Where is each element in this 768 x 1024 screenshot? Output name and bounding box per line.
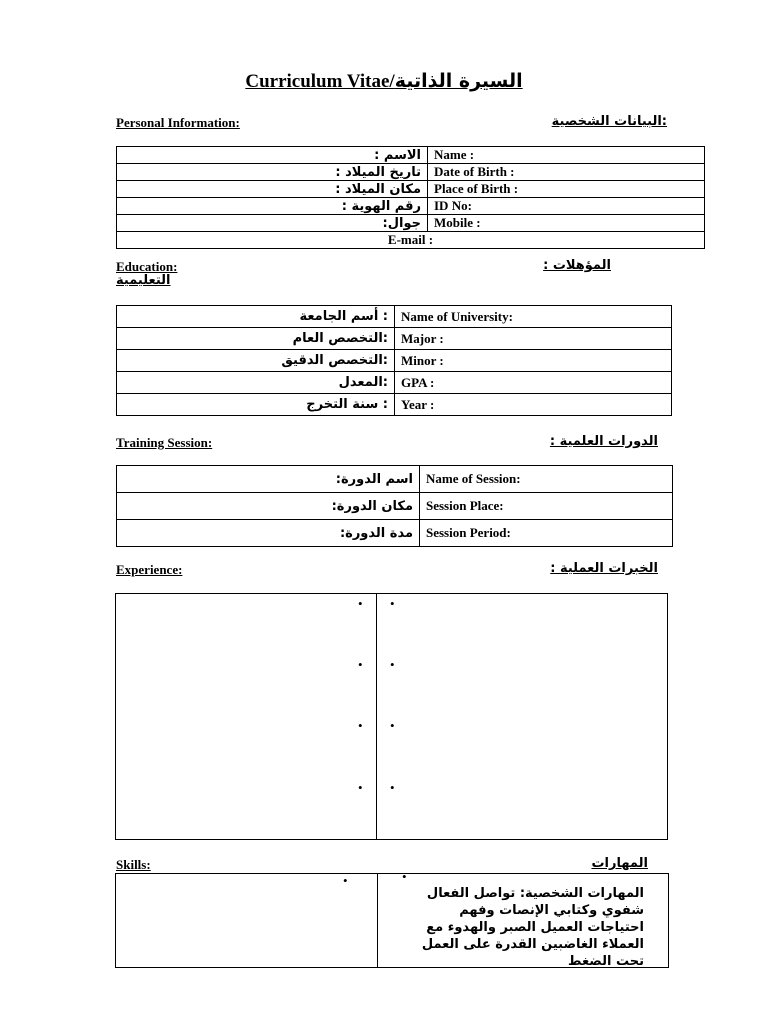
mobile-label-ar: جوال: [117,215,428,232]
major-label-ar: :التخصص العام [117,328,395,350]
skills-line: احتياجات العميل الصبر والهدوء مع [426,920,644,935]
gpa-label-en: GPA : [395,372,672,394]
name-label-en: Name : [428,147,705,164]
training-table [116,465,673,547]
experience-bullet-right: • [390,596,395,611]
email-label: E-mail : [117,232,705,249]
skills-heading-ar: المهارات [591,856,648,871]
skills-bullet-left: • [343,873,348,888]
personal-info-table [116,146,705,249]
personal-heading-ar: :البيانات الشخصية [551,114,667,129]
major-label-en: Major : [395,328,672,350]
session-period-label-en: Session Period: [420,520,673,547]
session-place-label-en: Session Place: [420,493,673,520]
year-label-ar: : سنة التخرج [117,394,395,416]
title-ar: السيرة الذاتية [394,70,523,92]
pob-label-ar: مكان الميلاد : [117,181,428,198]
skills-line: العملاء الغاضبين القدرة على العمل [421,937,644,952]
experience-bullet-right: • [390,657,395,672]
session-name-label-en: Name of Session: [420,466,673,493]
skills-bullet-right: • [402,869,407,884]
personal-heading-en: Personal Information: [116,115,240,130]
page-title [0,70,768,93]
skills-line: تحت الضغط [568,954,644,969]
training-heading-en: Training Session: [116,435,213,450]
experience-bullet-left: • [358,780,363,795]
experience-heading-ar: الخبرات العملية : [550,561,658,576]
pob-label-en: Place of Birth : [428,181,705,198]
session-name-label-ar: اسم الدورة: [117,466,420,493]
session-place-label-ar: مكان الدورة: [117,493,420,520]
id-label-ar: رقم الهوية : [117,198,428,215]
skills-divider [377,874,378,967]
session-period-label-ar: مدة الدورة: [117,520,420,547]
title-en: Curriculum Vitae/ [245,71,395,92]
education-table [116,305,672,416]
name-label-ar: الاسم : [117,147,428,164]
minor-label-en: Minor : [395,350,672,372]
dob-label-ar: تاريخ الميلاد : [117,164,428,181]
experience-bullet-left: • [358,718,363,733]
year-label-en: Year : [395,394,672,416]
experience-bullet-right: • [390,718,395,733]
gpa-label-ar: :المعدل [117,372,395,394]
education-heading-ar: المؤهلات : [543,258,611,273]
experience-box [115,593,668,840]
skills-heading-en: Skills: [116,857,151,872]
minor-label-ar: :التخصص الدقيق [117,350,395,372]
experience-bullet-left: • [358,657,363,672]
university-label-ar: : أسم الجامعة [117,306,395,328]
skills-text [381,885,644,970]
experience-heading-en: Experience: [116,562,183,577]
dob-label-en: Date of Birth : [428,164,705,181]
experience-bullet-right: • [390,780,395,795]
university-label-en: Name of University: [395,306,672,328]
skills-line: المهارات الشخصية: تواصل الفعال [426,886,644,901]
education-heading-ar-line2: التعليمية [116,273,171,288]
training-heading-ar: الدورات العلمية : [549,434,658,449]
experience-divider [376,594,377,839]
mobile-label-en: Mobile : [428,215,705,232]
experience-bullet-left: • [358,596,363,611]
skills-line: شفوي وكتابي الإنصات وفهم [459,903,644,918]
id-label-en: ID No: [428,198,705,215]
education-heading-en: Education: [116,259,178,274]
